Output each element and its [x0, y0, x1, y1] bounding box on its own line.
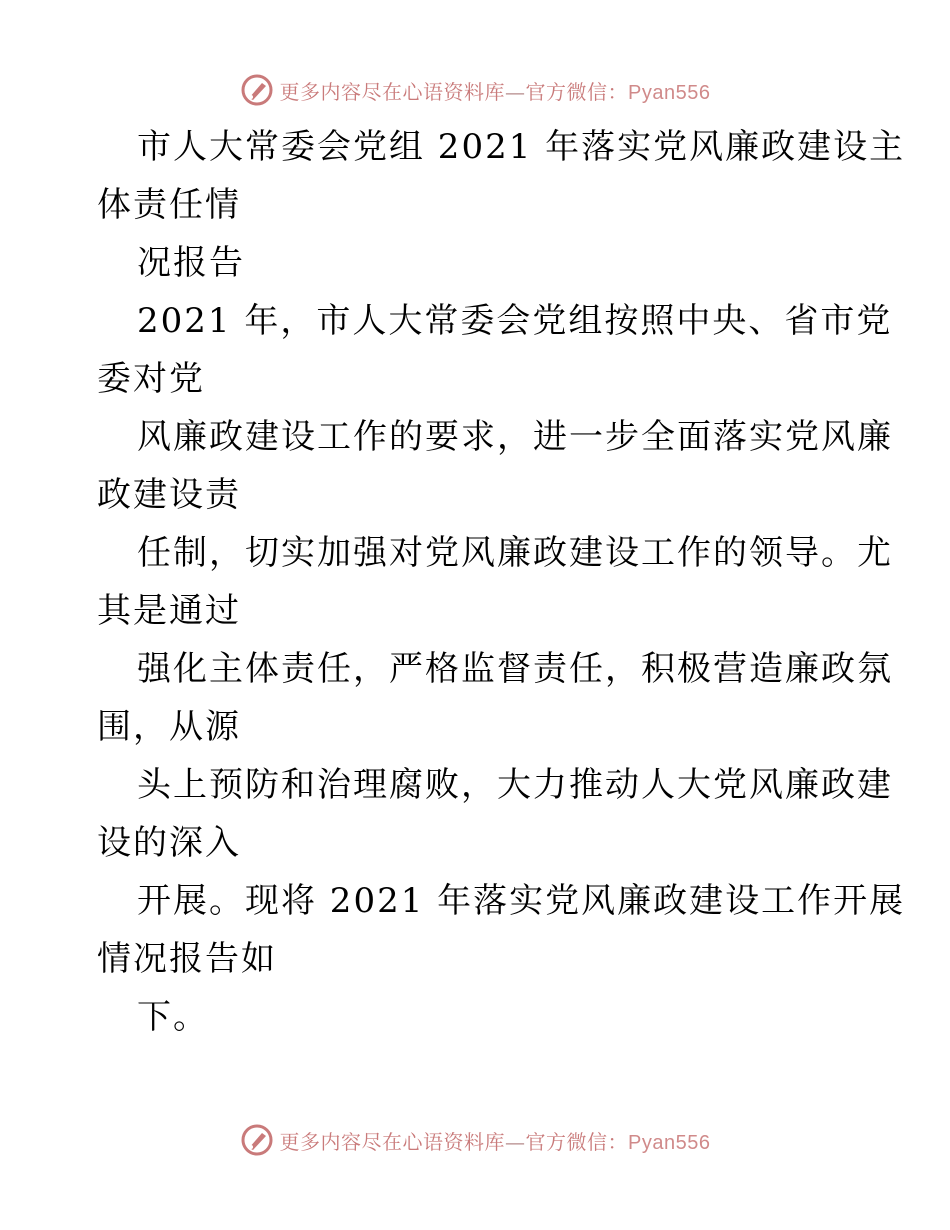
pen-circle-logo-icon: [240, 1123, 274, 1157]
text-line: 委对党: [97, 359, 205, 399]
text-line: 其是通过: [97, 591, 241, 631]
document-body: [97, 118, 906, 1046]
text-line: 风廉政建设工作的要求，进一步全面落实党风廉: [137, 417, 893, 457]
header-watermark: [0, 70, 950, 110]
text-line: 下。: [137, 997, 209, 1037]
text-line: 头上预防和治理腐败，大力推动人大党风廉政建: [137, 765, 893, 805]
text-line: 任制，切实加强对党风廉政建设工作的领导。尤: [137, 533, 893, 573]
footer-watermark: [0, 1120, 950, 1160]
watermark-text: 更多内容尽在心语资料库—官方微信：Pyan556: [279, 1129, 711, 1154]
text-line: 强化主体责任，严格监督责任，积极营造廉政氛: [137, 649, 893, 689]
text-line: 情况报告如: [97, 939, 277, 979]
text-line: 体责任情: [97, 185, 241, 225]
watermark-text: 更多内容尽在心语资料库—官方微信：Pyan556: [279, 79, 711, 104]
pen-circle-logo-icon: [240, 73, 274, 107]
text-line: 2021 年，市人大常委会党组按照中央、省市党: [137, 301, 893, 341]
text-line: 设的深入: [97, 823, 241, 863]
text-line: 况报告: [137, 243, 245, 283]
text-line: 市人大常委会党组 2021 年落实党风廉政建设主: [137, 127, 906, 167]
text-line: 围，从源: [97, 707, 241, 747]
text-line: 开展。现将 2021 年落实党风廉政建设工作开展: [137, 881, 906, 921]
text-line: 政建设责: [97, 475, 241, 515]
